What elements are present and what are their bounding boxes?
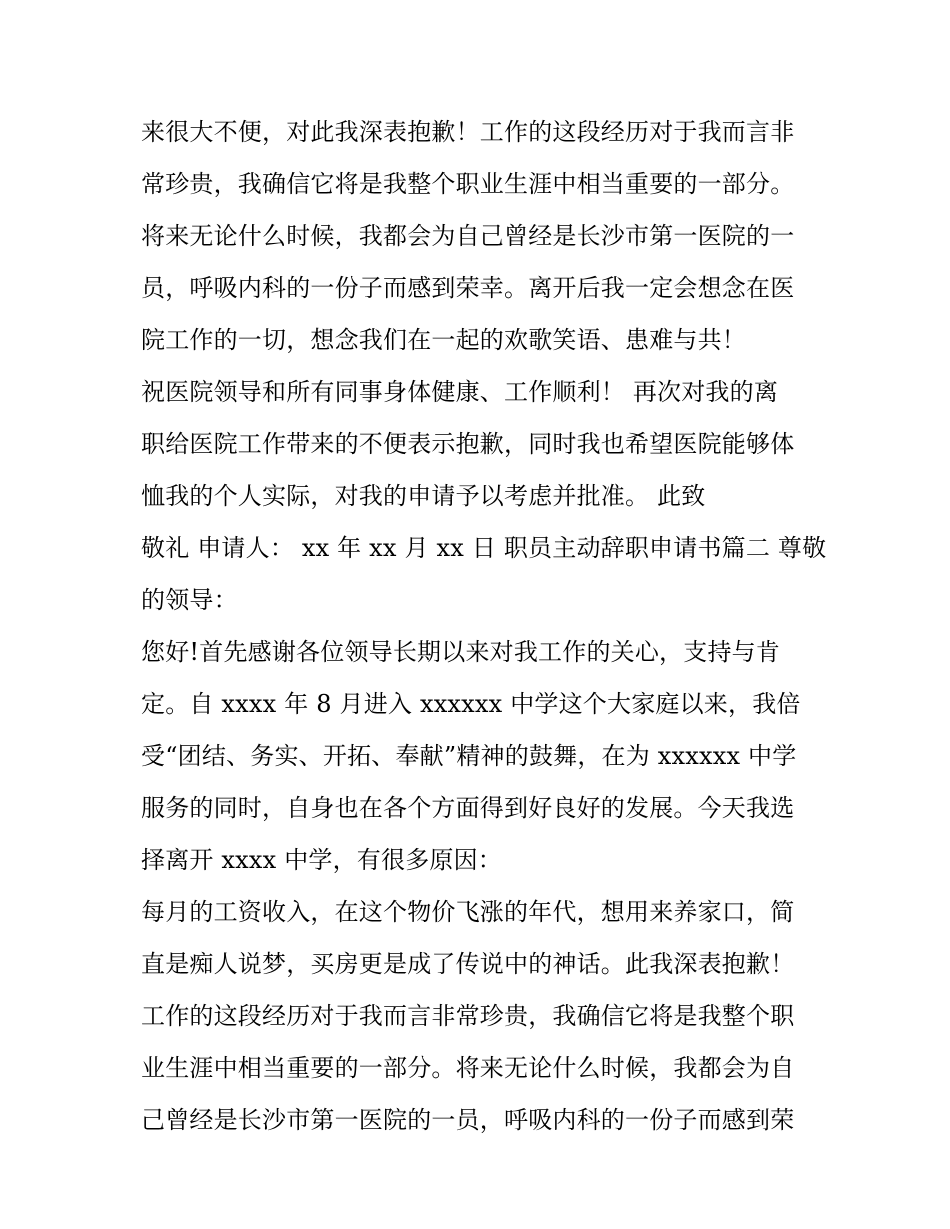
- text-line: 择离开 xxxx 中学，有很多原因：: [141, 846, 502, 874]
- text-line: 受“团结、务实、开拓、奉献”精神的鼓舞，在为 xxxxxx 中学: [141, 742, 797, 770]
- text-line: 服务的同时，自身也在各个方面得到好良好的发展。今天我选: [141, 794, 795, 822]
- text-line: 业生涯中相当重要的一部分。将来无论什么时候，我都会为自: [141, 1054, 795, 1082]
- text-line: 敬礼 申请人： xx 年 xx 月 xx 日 职员主动辞职申请书篇二 尊敬: [141, 534, 827, 562]
- document-body: [141, 106, 827, 1146]
- text-line: 职给医院工作带来的不便表示抱歉，同时我也希望医院能够体: [141, 430, 795, 458]
- text-line: 每月的工资收入，在这个物价飞涨的年代，想用来养家口，简: [141, 898, 795, 926]
- text-line: 直是痴人说梦，买房更是成了传说中的神话。此我深表抱歉！: [141, 950, 795, 978]
- text-line: 工作的这段经历对于我而言非常珍贵，我确信它将是我整个职: [141, 1002, 795, 1030]
- text-line: 己曾经是长沙市第一医院的一员，呼吸内科的一份子而感到荣: [141, 1106, 795, 1134]
- text-line: 定。自 xxxx 年 8 月进入 xxxxxx 中学这个大家庭以来，我倍: [141, 690, 801, 718]
- text-line: 祝医院领导和所有同事身体健康、工作顺利！ 再次对我的离: [141, 378, 779, 406]
- text-line: 院工作的一切，想念我们在一起的欢歌笑语、患难与共！: [141, 326, 746, 354]
- text-line: 将来无论什么时候，我都会为自己曾经是长沙市第一医院的一: [141, 222, 795, 250]
- text-line: 恤我的个人实际，对我的申请予以考虑并批准。 此致: [141, 482, 706, 510]
- text-line: 来很大不便，对此我深表抱歉！工作的这段经历对于我而言非: [141, 118, 795, 146]
- text-line: 常珍贵，我确信它将是我整个职业生涯中相当重要的一部分。: [141, 170, 795, 198]
- text-line: 您好!首先感谢各位领导长期以来对我工作的关心，支持与肯: [141, 638, 781, 666]
- text-line: 员，呼吸内科的一份子而感到荣幸。离开后我一定会想念在医: [141, 274, 795, 302]
- text-line: 的领导：: [141, 586, 238, 614]
